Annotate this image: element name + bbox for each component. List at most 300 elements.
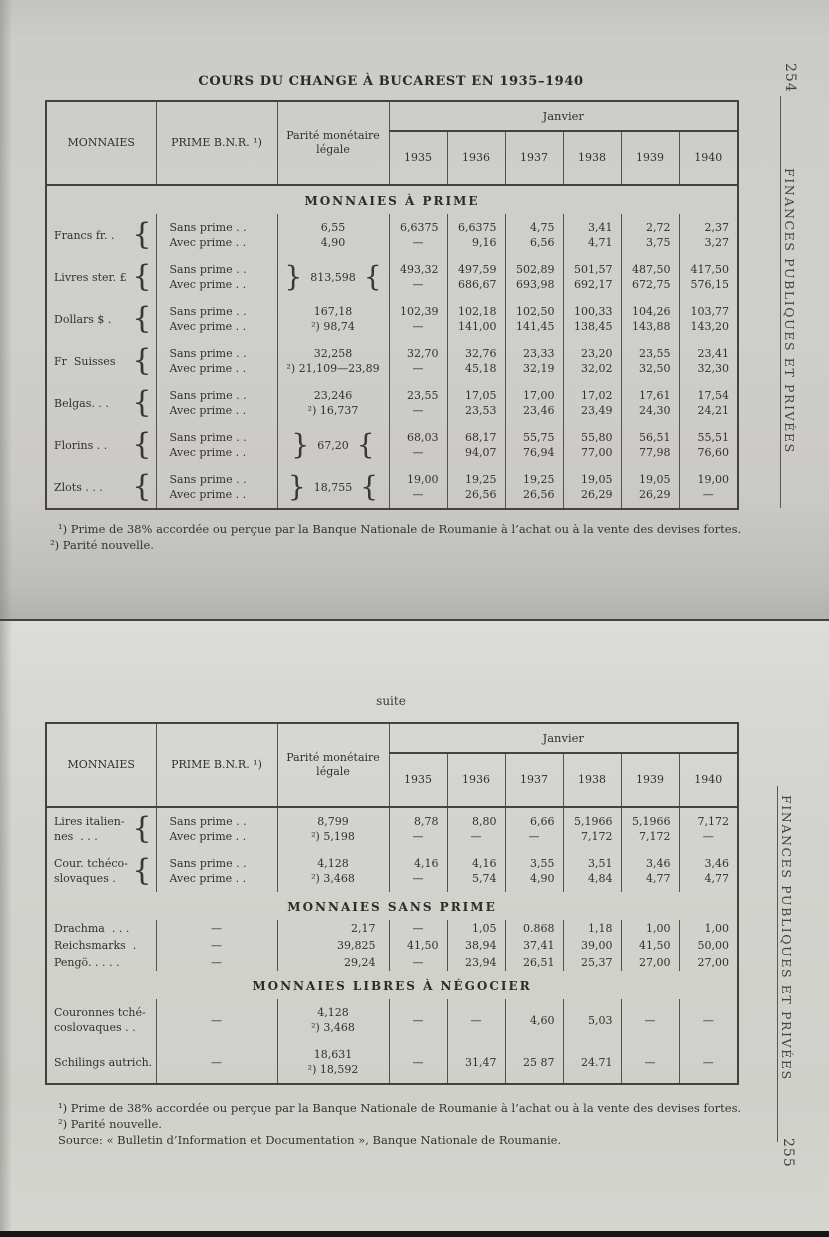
prime-label: Avec prime . .	[169, 446, 247, 459]
year-value: 38,94	[465, 939, 497, 952]
year-value: 4,84	[588, 872, 613, 885]
year-value-cell	[621, 807, 679, 850]
year-value: 1,18	[588, 922, 613, 935]
parite-value: ²) 3,468	[311, 1021, 355, 1034]
currency-row	[46, 999, 738, 1041]
currency-name-line: coslovaques . .	[54, 1021, 136, 1034]
year-value-cell	[505, 340, 563, 382]
year-value: 32,70	[407, 347, 439, 360]
year-value: 100,33	[574, 305, 613, 318]
year-value-cell	[679, 1041, 738, 1084]
col-header-year: 1940	[679, 131, 738, 185]
col-header-janvier: Janvier	[389, 101, 738, 131]
year-value: 23,49	[581, 404, 613, 417]
year-value: 26,29	[581, 488, 613, 501]
year-value: 692,17	[574, 278, 613, 291]
year-value: —	[412, 236, 424, 249]
parite-cell	[277, 999, 389, 1041]
year-value-cell	[447, 256, 505, 298]
year-value: 4,77	[704, 872, 730, 885]
year-value: —	[702, 1013, 714, 1027]
currency-name	[54, 1005, 156, 1035]
year-value: 27,00	[639, 956, 671, 969]
year-value-cell	[621, 382, 679, 424]
year-value-cell	[679, 920, 738, 937]
year-value-cell	[679, 937, 738, 954]
prime-label: Sans prime . .	[169, 857, 247, 870]
currency-name-line: Fr Suisses	[54, 354, 116, 368]
year-value: 55,51	[697, 431, 730, 444]
footnote-top	[38, 521, 746, 553]
prime-cell	[156, 298, 277, 340]
table-head	[46, 101, 738, 185]
year-value-cell	[621, 298, 679, 340]
col-header-year: 1940	[679, 753, 738, 807]
year-value-cell	[621, 1041, 679, 1084]
col-header-year: 1938	[563, 131, 621, 185]
year-value: 19,05	[581, 473, 613, 486]
year-value: 23,46	[523, 404, 555, 417]
year-value-cell	[505, 954, 563, 971]
year-value-cell	[563, 807, 621, 850]
prime-label: Avec prime . .	[169, 404, 247, 417]
prime-label: Sans prime . .	[169, 389, 247, 402]
year-value: 2,37	[704, 221, 730, 234]
year-value-cell	[505, 256, 563, 298]
continuation-label: suite	[376, 694, 406, 708]
parite-braced	[278, 260, 389, 293]
year-value: 576,15	[690, 278, 730, 291]
header-row	[46, 723, 738, 753]
year-value: 3,55	[530, 857, 555, 870]
currency-row	[46, 424, 738, 466]
year-value: 56,51	[639, 431, 671, 444]
col-header-year: 1936	[447, 753, 505, 807]
year-value: 39,00	[581, 939, 613, 952]
year-value: —	[412, 956, 424, 969]
year-value: 3,27	[704, 236, 730, 249]
prime-cell	[156, 340, 277, 382]
year-value: 77,98	[639, 446, 671, 459]
currency-name-line: Couronnes tché-	[54, 1006, 146, 1019]
parite-value: 67,20	[317, 438, 349, 452]
year-value: 3,51	[588, 857, 613, 870]
parite-value: 167,18	[313, 305, 353, 318]
footnote-line: ¹) Prime de 38% accordée ou perçue par la Banque Nationale de Roumanie à l’achat ou à la vente des devises fortes.	[58, 1101, 742, 1115]
year-value-cell	[679, 999, 738, 1041]
prime-label: Sans prime . .	[169, 431, 247, 444]
year-value: 17,54	[697, 389, 730, 402]
year-value-cell	[505, 298, 563, 340]
year-value: 19,00	[697, 473, 730, 486]
year-value-cell	[621, 424, 679, 466]
year-value: 23,55	[407, 389, 439, 402]
year-value: 17,61	[639, 389, 671, 402]
currency-name-line: Livres ster. £	[54, 270, 127, 284]
prime-label: Sans prime . .	[169, 305, 247, 318]
parite-value: 4,128	[317, 857, 349, 870]
year-value-cell	[563, 298, 621, 340]
year-value: 7,172	[697, 815, 730, 828]
prime-cell	[156, 424, 277, 466]
year-value: 25,37	[581, 956, 613, 969]
brace-icon: {	[363, 260, 382, 293]
year-value: 6,6375	[458, 221, 497, 234]
col-header-year: 1935	[389, 753, 447, 807]
year-value-cell	[447, 920, 505, 937]
currency-name-cell	[46, 424, 156, 466]
year-value: 55,80	[581, 431, 613, 444]
year-value: 138,45	[574, 320, 613, 333]
parite-cell	[277, 298, 389, 340]
page-fold-line	[0, 619, 829, 621]
prime-cell: —	[156, 920, 277, 937]
year-value: 487,50	[632, 263, 671, 276]
year-value: 9,16	[472, 236, 497, 249]
year-value-cell	[447, 382, 505, 424]
year-value: —	[702, 488, 714, 501]
parite-cell	[277, 214, 389, 256]
parite-cell	[277, 920, 389, 937]
currency-name-cell	[46, 954, 156, 971]
year-value-cell	[679, 256, 738, 298]
parite-value: 2,17	[351, 922, 376, 935]
year-value: —	[470, 1013, 482, 1027]
currency-name-line: slovaques .	[54, 872, 116, 885]
year-value: 6,6375	[400, 221, 439, 234]
currency-row	[46, 954, 738, 971]
prime-label: Avec prime . .	[169, 872, 247, 885]
year-value: 26,56	[523, 488, 555, 501]
parite-cell	[277, 466, 389, 509]
year-value: 24,21	[697, 404, 730, 417]
year-value-cell	[447, 1041, 505, 1084]
year-value: —	[702, 830, 714, 843]
year-value-cell	[563, 999, 621, 1041]
year-value-cell	[621, 920, 679, 937]
col-header-year: 1936	[447, 131, 505, 185]
year-value: 76,60	[697, 446, 730, 459]
brace-icon: {	[132, 300, 152, 336]
currency-name-line: Francs fr. .	[54, 228, 115, 242]
parite-value: 29,24	[344, 956, 376, 969]
prime-label: Avec prime . .	[169, 488, 247, 501]
year-value: —	[644, 1013, 656, 1027]
year-value: —	[412, 1013, 424, 1027]
year-value: 19,25	[465, 473, 497, 486]
year-value: 32,50	[639, 362, 671, 375]
year-value: —	[412, 404, 424, 417]
parite-value: 32,258	[313, 347, 353, 360]
year-value-cell	[563, 1041, 621, 1084]
prime-cell	[156, 256, 277, 298]
year-value: 4,16	[414, 857, 439, 870]
brace-icon: }	[287, 470, 306, 503]
currency-row	[46, 340, 738, 382]
year-value-cell	[563, 424, 621, 466]
year-value: 31,47	[465, 1055, 497, 1069]
brace-icon: {	[132, 258, 152, 294]
prime-cell: —	[156, 937, 277, 954]
year-value-cell	[621, 954, 679, 971]
brace-icon: {	[132, 342, 152, 378]
currency-row	[46, 937, 738, 954]
parite-value: ²) 21,109—23,89	[286, 362, 380, 375]
year-value: 102,50	[516, 305, 555, 318]
parite-value: ²) 3,468	[311, 872, 355, 885]
year-value-cell	[389, 807, 447, 850]
currency-name-cell	[46, 937, 156, 954]
year-value-cell	[621, 999, 679, 1041]
running-title-bottom: FINANCES PUBLIQUES ET PRIVÉES	[779, 795, 794, 1081]
year-value-cell	[563, 382, 621, 424]
year-value: 23,20	[581, 347, 613, 360]
year-value-cell	[447, 466, 505, 509]
section-title: MONNAIES SANS PRIME	[287, 900, 497, 914]
parite-value: 6,55	[320, 221, 346, 234]
currency-name-line: Drachma . . .	[54, 922, 130, 935]
currency-name	[54, 1055, 156, 1070]
year-value: 45,18	[465, 362, 497, 375]
year-value: —	[412, 362, 424, 375]
parite-value: 813,598	[310, 270, 356, 284]
year-value-cell	[389, 1041, 447, 1084]
year-value: 672,75	[632, 278, 671, 291]
year-value-cell	[505, 850, 563, 892]
table-body	[46, 807, 738, 1084]
year-value: 8,80	[472, 815, 497, 828]
currency-row	[46, 920, 738, 937]
col-header-year: 1937	[505, 131, 563, 185]
year-value: 23,41	[697, 347, 730, 360]
exchange-rates-table-2	[45, 722, 739, 1085]
year-value: 37,41	[523, 939, 555, 952]
year-value-cell	[447, 954, 505, 971]
year-value: 0.868	[523, 922, 555, 935]
col-header-janvier: Janvier	[389, 723, 738, 753]
currency-name-line: nes . . .	[54, 830, 98, 843]
currency-name-line: Zlots . . .	[54, 480, 103, 494]
year-value-cell	[563, 340, 621, 382]
year-value: —	[412, 830, 424, 843]
brace-icon: {	[132, 468, 152, 504]
parite-cell	[277, 807, 389, 850]
year-value: 19,00	[407, 473, 439, 486]
year-value: 32,02	[581, 362, 613, 375]
page-number-255: 255	[780, 1138, 796, 1168]
year-value-cell	[679, 850, 738, 892]
margin-rule-top	[780, 96, 781, 508]
parite-cell	[277, 340, 389, 382]
year-value-cell	[505, 424, 563, 466]
year-value: —	[412, 278, 424, 291]
col-header-year: 1939	[621, 753, 679, 807]
prime-label: Avec prime . .	[169, 278, 247, 291]
prime-cell: —	[156, 954, 277, 971]
brace-icon: }	[291, 428, 310, 461]
table-head	[46, 723, 738, 807]
year-value-cell	[389, 850, 447, 892]
year-value: 41,50	[639, 939, 671, 952]
year-value: 50,00	[697, 939, 730, 952]
currency-name-cell	[46, 920, 156, 937]
year-value-cell	[621, 340, 679, 382]
year-value: 25 87	[523, 1055, 555, 1069]
year-value: —	[470, 830, 482, 843]
year-value: —	[702, 1055, 714, 1069]
year-value-cell	[447, 424, 505, 466]
year-value: 94,07	[465, 446, 497, 459]
year-value: 104,26	[632, 305, 671, 318]
year-value-cell	[389, 954, 447, 971]
year-value-cell	[563, 937, 621, 954]
year-value-cell	[505, 1041, 563, 1084]
year-value: 3,75	[646, 236, 671, 249]
parite-value: ²) 18,592	[307, 1063, 359, 1076]
year-value: 417,50	[690, 263, 730, 276]
page-number-254: 254	[782, 63, 798, 93]
year-value: —	[412, 446, 424, 459]
parite-value: ²) 5,198	[311, 830, 355, 843]
year-value-cell	[447, 298, 505, 340]
year-value-cell	[505, 920, 563, 937]
year-value: 502,89	[516, 263, 555, 276]
year-value-cell	[505, 382, 563, 424]
year-value-cell	[563, 214, 621, 256]
prime-cell	[156, 466, 277, 509]
footnote-line	[38, 521, 746, 553]
currency-name-cell	[46, 850, 156, 892]
year-value: 41,50	[407, 939, 439, 952]
year-value: —	[412, 1055, 424, 1069]
year-value-cell	[447, 807, 505, 850]
col-header-monnaies: MONNAIES	[46, 101, 156, 185]
year-value: 5,1966	[574, 815, 613, 828]
year-value-cell	[679, 954, 738, 971]
header-row	[46, 101, 738, 131]
prime-label: Avec prime . .	[169, 830, 247, 843]
year-value: 102,39	[400, 305, 439, 318]
footnote-text: ¹) Prime de 38% accordée ou perçue par la Banque Nationale de Roumanie à l’achat ou à la vente des devises fortes.	[58, 522, 742, 536]
brace-icon: }	[284, 260, 303, 293]
currency-name-cell	[46, 382, 156, 424]
year-value: 23,53	[465, 404, 497, 417]
parite-cell	[277, 937, 389, 954]
prime-label: Sans prime . .	[169, 473, 247, 486]
parite-value: ²) 98,74	[311, 320, 355, 333]
currency-name-line: Reichsmarks .	[54, 939, 137, 952]
currency-name-cell	[46, 256, 156, 298]
year-value-cell	[389, 382, 447, 424]
currency-name-line: Belgas. . .	[54, 396, 109, 410]
year-value-cell	[621, 850, 679, 892]
year-value-cell	[505, 807, 563, 850]
year-value: 103,77	[690, 305, 730, 318]
year-value: 19,05	[639, 473, 671, 486]
parite-value: ²) 16,737	[307, 404, 359, 417]
year-value: 6,66	[530, 815, 555, 828]
year-value: 4,77	[646, 872, 671, 885]
year-value: 1,05	[472, 922, 497, 935]
year-value: 686,67	[458, 278, 497, 291]
year-value: 24,30	[639, 404, 671, 417]
footnote-line: Source: « Bulletin d’Information et Documentation », Banque Nationale de Roumanie.	[58, 1133, 562, 1147]
parite-cell	[277, 954, 389, 971]
year-value: 7,172	[581, 830, 613, 843]
prime-label: Avec prime . .	[169, 236, 247, 249]
year-value: 26,29	[639, 488, 671, 501]
year-value-cell	[679, 807, 738, 850]
year-value-cell	[679, 214, 738, 256]
year-value: 8,78	[414, 815, 439, 828]
year-value-cell	[679, 340, 738, 382]
currency-name-cell	[46, 999, 156, 1041]
footnote-text: ²) Parité nouvelle.	[50, 538, 154, 552]
year-value: 4,60	[530, 1013, 555, 1027]
table-body	[46, 185, 738, 509]
section-title: MONNAIES À PRIME	[304, 194, 480, 208]
brace-icon: {	[132, 216, 152, 252]
year-value: 7,172	[639, 830, 671, 843]
brace-icon: {	[132, 852, 152, 888]
year-value-cell	[679, 424, 738, 466]
exchange-rates-table-1	[45, 100, 739, 510]
year-value-cell	[389, 214, 447, 256]
year-value-cell	[505, 214, 563, 256]
year-value: 143,20	[690, 320, 730, 333]
year-value-cell	[389, 256, 447, 298]
col-header-year: 1938	[563, 753, 621, 807]
scan-bottom-edge	[0, 1231, 829, 1237]
section-row	[46, 971, 738, 999]
year-value: 23,33	[523, 347, 555, 360]
year-value-cell	[621, 937, 679, 954]
year-value: 17,02	[581, 389, 613, 402]
year-value: 4,71	[588, 236, 613, 249]
year-value-cell	[621, 256, 679, 298]
footnote-line: ²) Parité nouvelle.	[58, 1117, 162, 1131]
year-value: 143,88	[632, 320, 671, 333]
year-value-cell	[447, 999, 505, 1041]
col-header-parite: Parité monétaire légale	[277, 101, 389, 185]
year-value-cell	[621, 466, 679, 509]
year-value: 4,75	[530, 221, 555, 234]
year-value-cell	[679, 298, 738, 340]
parite-value: 39,825	[337, 939, 376, 952]
currency-name-cell	[46, 340, 156, 382]
running-title-top: FINANCES PUBLIQUES ET PRIVÉES	[782, 168, 797, 454]
year-value: 3,41	[588, 221, 613, 234]
prime-cell	[156, 850, 277, 892]
parite-value: 18,755	[313, 480, 353, 494]
year-value: 1,00	[704, 922, 730, 935]
prime-cell	[156, 807, 277, 850]
year-value-cell	[563, 850, 621, 892]
year-value-cell	[679, 382, 738, 424]
currency-name-line: Lires italien-	[54, 815, 125, 828]
parite-value: 8,799	[317, 815, 349, 828]
parite-braced	[278, 470, 389, 503]
currency-name-line: Schilings autrich.	[54, 1055, 153, 1069]
year-value: 23,94	[465, 956, 497, 969]
year-value: 55,75	[523, 431, 555, 444]
year-value-cell	[447, 850, 505, 892]
year-value: 77,00	[581, 446, 613, 459]
col-header-monnaies: MONNAIES	[46, 723, 156, 807]
year-value: 5,03	[588, 1013, 613, 1027]
currency-row	[46, 298, 738, 340]
currency-name-cell	[46, 214, 156, 256]
